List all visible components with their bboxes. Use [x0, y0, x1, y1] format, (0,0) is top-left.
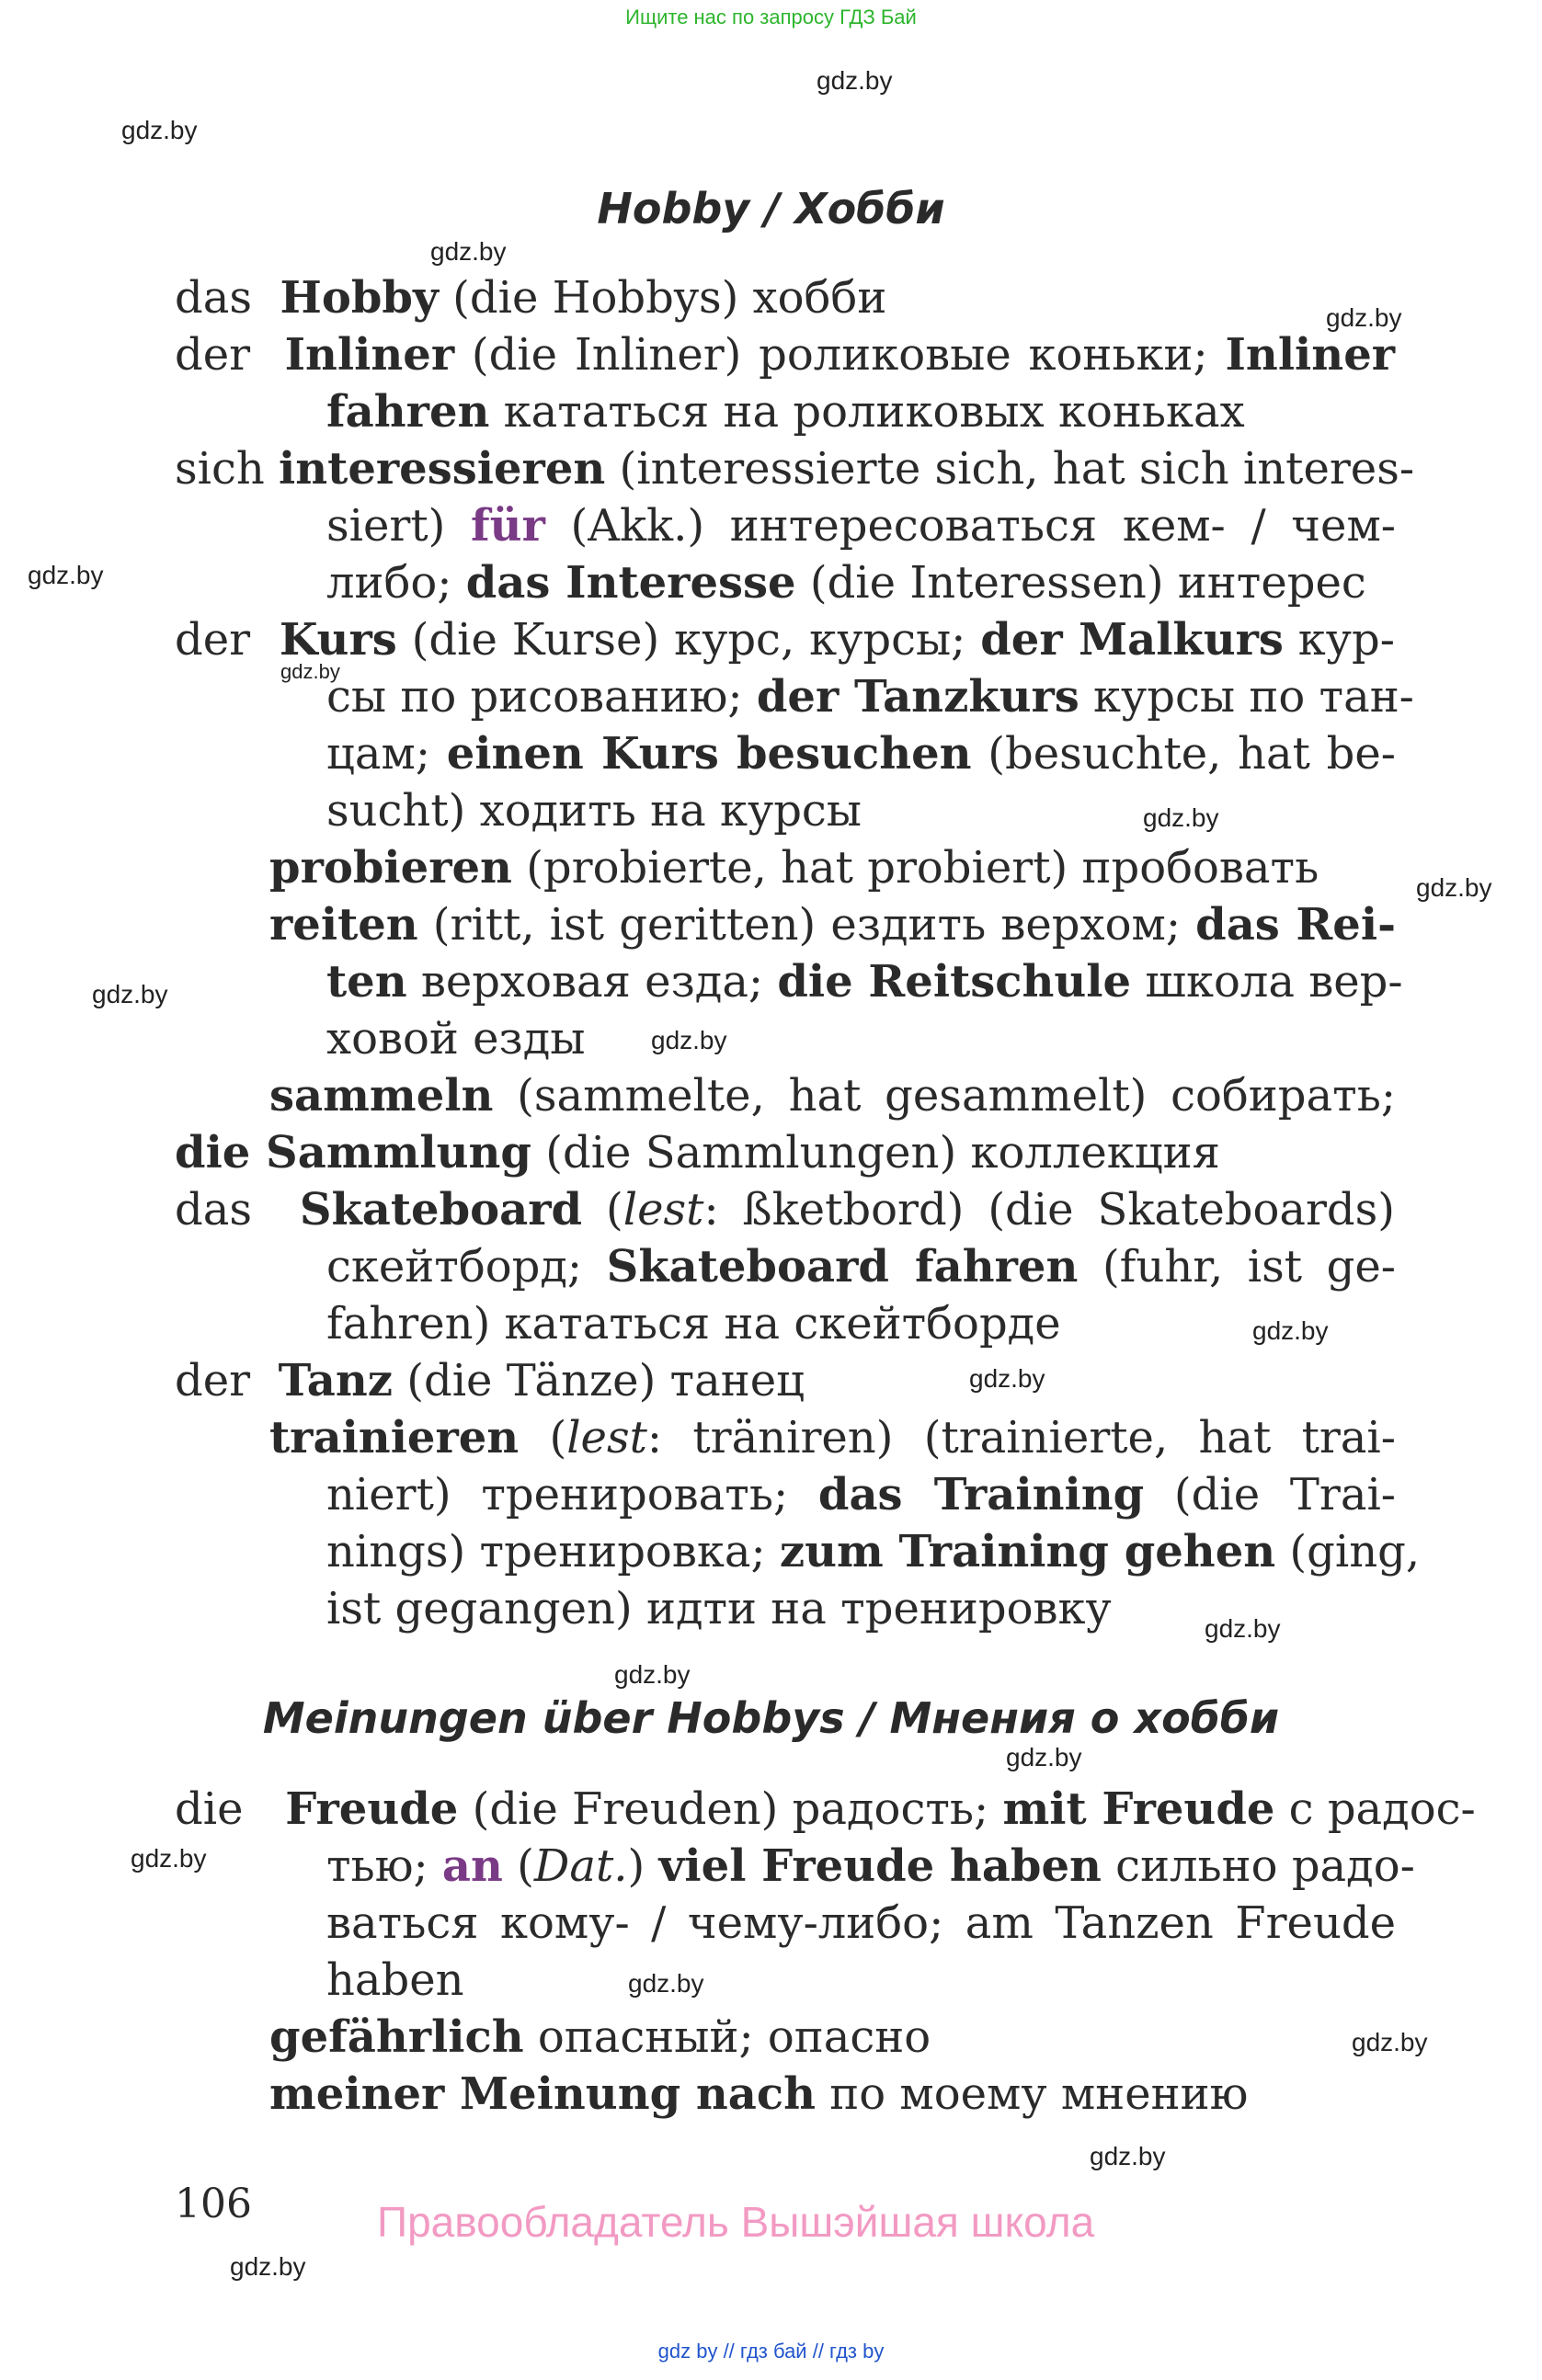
watermark: gdz.by — [1252, 1316, 1329, 1345]
term: Hobby — [280, 272, 439, 324]
watermark: gdz.by — [1352, 2028, 1428, 2056]
entry-trainieren-cont3: ist gegangen) идти на тренировку — [326, 1583, 1112, 1634]
article: das — [175, 272, 252, 324]
watermark: gdz.by — [28, 561, 104, 589]
watermark: gdz.by — [628, 1969, 704, 1998]
entry-reiten-cont: ten верховая езда; die Reitschule школа вер- — [326, 956, 1403, 1008]
watermark: gdz.by — [969, 1364, 1045, 1393]
watermark: gdz.by — [614, 1660, 691, 1689]
entry-reiten-cont2: ховой езды — [326, 1013, 586, 1065]
watermark: gdz.by — [1416, 873, 1492, 902]
entry-meinung: meiner Meinung nach по моему мнению — [269, 2068, 1249, 2120]
entry-skateboard: das Skateboard (lest: ßketbord) (die Skateboards) — [175, 1184, 1396, 1236]
entry-freude-cont: тью; an (Dat.) viel Freude haben сильно радо- — [326, 1840, 1415, 1892]
entry-inliner: der Inliner (die Inliner) роликовые коньки; Inliner — [175, 329, 1396, 381]
watermark: gdz.by — [121, 116, 198, 144]
page-number: 106 — [175, 2181, 252, 2227]
section-heading-hobby: Hobby / Хобби — [597, 184, 945, 233]
entry-kurs-cont3: sucht) ходить на курсы — [326, 785, 862, 837]
footer-links[interactable]: gdz by // гдз бай // гдз by — [657, 2340, 885, 2363]
entry-sammlung: die Sammlung (die Sammlungen) коллекция — [175, 1127, 1220, 1179]
watermark: gdz.by — [230, 2252, 306, 2281]
entry-interessieren-cont2: либо; das Interesse (die Interessen) интерес — [326, 557, 1366, 609]
watermark: gdz.by — [651, 1026, 727, 1054]
entry-kurs: der Kurs (die Kurse) курс, курсы; der Malkurs кур- — [175, 614, 1395, 666]
watermark: gdz.by — [1006, 1743, 1082, 1771]
watermark: gdz.by — [92, 980, 168, 1008]
watermark: gdz.by — [1143, 803, 1219, 832]
entry-probieren: probieren (probierte, hat probiert) пробовать — [269, 842, 1319, 894]
watermark: gdz.by — [817, 66, 893, 95]
entry-freude: die Freude (die Freuden) радость; mit Freude с радос- — [175, 1783, 1476, 1835]
entry-hobby: das Hobby (die Hobbys) хобби — [175, 272, 887, 324]
entry-kurs-cont: сы по рисованию; der Tanzkurs курсы по тан- — [326, 671, 1414, 723]
watermark: gdz.by — [1205, 1614, 1281, 1643]
entry-trainieren-cont: niert) тренировать; das Training (die Trai- — [326, 1469, 1397, 1520]
watermark: gdz.by — [430, 237, 507, 266]
entry-freude-cont2: ваться кому- / чему-либо; am Tanzen Freude — [326, 1897, 1396, 1949]
entry-interessieren: sich interessieren (interessierte sich, hat sich interes- — [175, 443, 1415, 495]
entry-kurs-cont2: цам; einen Kurs besuchen (besuchte, hat be- — [326, 728, 1397, 780]
entry-trainieren: trainieren (lest: träniren) (trainierte, hat trai- — [269, 1412, 1396, 1463]
watermark: gdz.by — [1326, 303, 1402, 332]
watermark: gdz.by — [131, 1844, 207, 1873]
entry-tanz: der Tanz (die Tänze) танец — [175, 1355, 805, 1406]
entry-skateboard-cont: скейтборд; Skateboard fahren (fuhr, ist ge- — [326, 1241, 1396, 1292]
entry-reiten: reiten (ritt, ist geritten) ездить верхом; das Rei- — [269, 899, 1397, 951]
copyright-notice: Правообладатель Вышэйшая школа — [377, 2198, 1095, 2246]
entry-skateboard-cont2: fahren) кататься на скейтборде — [326, 1298, 1061, 1349]
search-hint-link[interactable]: Ищите нас по запросу ГДЗ Бай — [625, 6, 917, 28]
entry-freude-cont3: haben — [326, 1954, 464, 2006]
watermark: gdz.by — [280, 660, 340, 683]
entry-gefaehrlich: gefährlich опасный; опасно — [269, 2011, 931, 2063]
section-heading-meinungen: Meinungen über Hobbys / Мнения о хобби — [262, 1693, 1280, 1743]
entry-inliner-cont: fahren кататься на роликовых коньках — [326, 386, 1245, 438]
watermark: gdz.by — [1090, 2142, 1166, 2170]
entry-sammeln: sammeln (sammelte, hat gesammelt) собирать; — [269, 1070, 1396, 1122]
entry-trainieren-cont2: nings) тренировка; zum Training gehen (ging, — [326, 1526, 1421, 1577]
entry-interessieren-cont: siert) für (Akk.) интересоваться кем- / чем- — [326, 500, 1396, 552]
